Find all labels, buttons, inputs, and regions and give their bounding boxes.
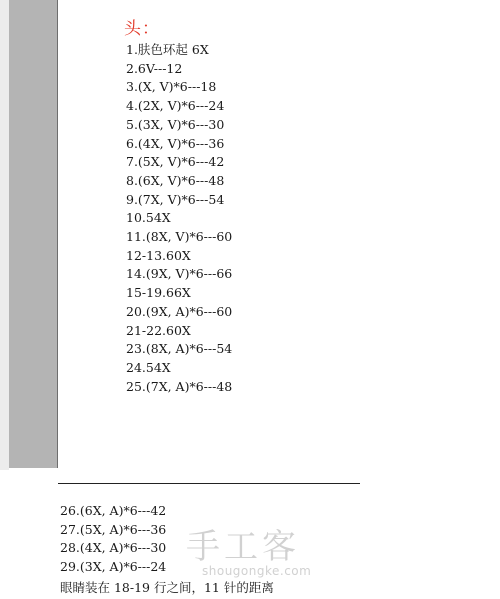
pattern-row: 26.(6X, A)*6---42 — [60, 503, 167, 518]
pattern-row: 3.(X, V)*6---18 — [126, 79, 217, 95]
pattern-row: 23.(8X, A)*6---54 — [126, 341, 233, 357]
pattern-row: 11.(8X, V)*6---60 — [126, 229, 233, 245]
pattern-row: 28.(4X, A)*6---30 — [60, 540, 167, 556]
watermark-url: shougongke.com — [202, 564, 312, 578]
pattern-row: 29.(3X, A)*6---24 — [60, 558, 167, 574]
pattern-row: 9.(7X, V)*6---54 — [126, 191, 225, 207]
pattern-row: 15-19.66X — [126, 285, 191, 301]
pattern-row: 7.(5X, V)*6---42 — [126, 154, 225, 170]
pattern-row: 1.肤色环起 6X — [126, 42, 209, 57]
pattern-row: 10.54X — [126, 210, 171, 226]
pattern-row: 14.(9X, V)*6---66 — [126, 266, 233, 282]
page-gutter-shade — [0, 0, 9, 470]
page-gutter — [9, 0, 58, 468]
eye-placement-note: 眼睛装在 18-19 行之间，11 针的距离 — [60, 580, 274, 595]
section-divider — [58, 483, 360, 484]
pattern-row: 24.54X — [126, 359, 171, 375]
pattern-row: 20.(9X, A)*6---60 — [126, 303, 233, 319]
section-title: 头： — [124, 19, 160, 39]
watermark-logo-text: 手工客 — [186, 527, 300, 567]
pattern-row: 21-22.60X — [126, 322, 191, 338]
pattern-row: 25.(7X, A)*6---48 — [126, 378, 233, 394]
pattern-row: 12-13.60X — [126, 247, 191, 263]
continued-row-list — [60, 502, 166, 576]
pattern-row: 2.6V---12 — [126, 60, 183, 76]
pattern-row-list — [126, 41, 232, 396]
pattern-row: 8.(6X, V)*6---48 — [126, 172, 225, 188]
pattern-row: 6.(4X, V)*6---36 — [126, 135, 225, 151]
pattern-row: 4.(2X, V)*6---24 — [126, 98, 225, 114]
pattern-row: 27.(5X, A)*6---36 — [60, 521, 167, 537]
pattern-row: 5.(3X, V)*6---30 — [126, 116, 225, 132]
watermark — [186, 528, 311, 578]
